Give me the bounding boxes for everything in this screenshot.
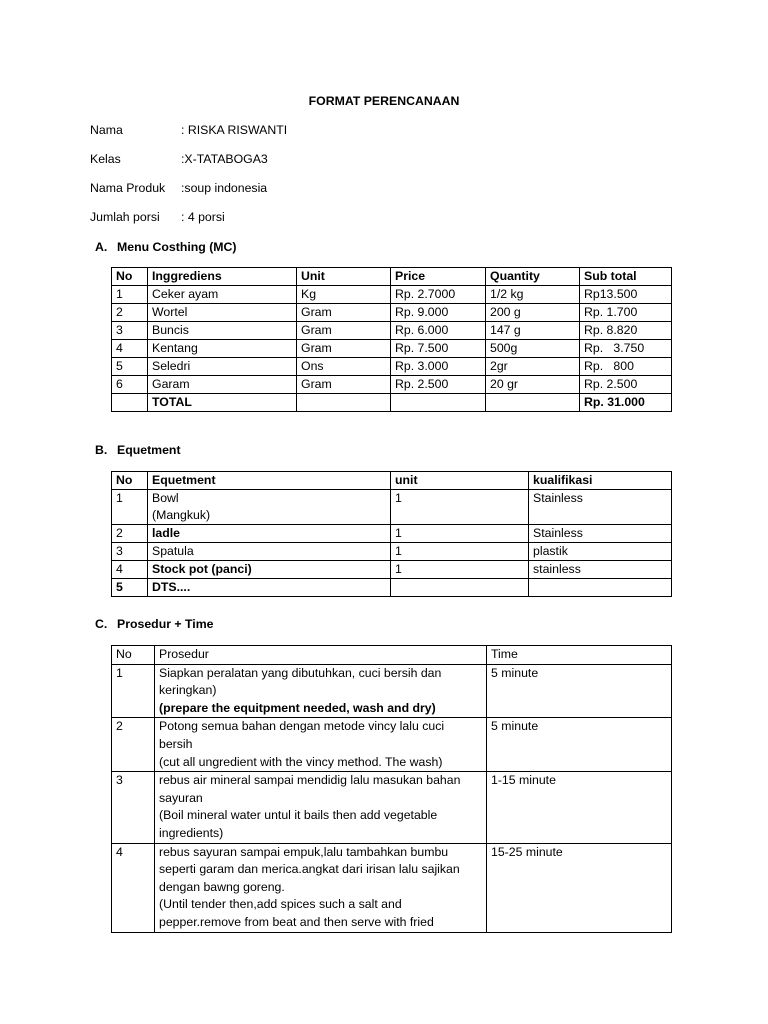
table-row — [112, 340, 672, 358]
table-cell: 1 — [391, 490, 529, 525]
column-header: Equetment — [148, 472, 391, 490]
field-nama-produk — [90, 181, 267, 195]
procedure-line: bersih — [159, 736, 193, 751]
procedure-line: Siapkan peralatan yang dibutuhkan, cuci bersih dan — [159, 665, 442, 680]
section-title: Prosedur + Time — [117, 617, 214, 631]
table-cell — [148, 490, 391, 525]
procedure-line: sayuran — [159, 790, 203, 805]
table-cell: 20 gr — [486, 376, 580, 394]
field-nama — [90, 123, 287, 137]
section-a-heading — [95, 240, 237, 254]
table-row — [112, 376, 672, 394]
table-cell: Stainless — [529, 490, 672, 525]
table-cell: Rp13.500 — [580, 286, 672, 304]
field-label: Nama — [90, 123, 123, 137]
table-cell: ladle — [148, 525, 391, 543]
table-total-row — [112, 394, 672, 412]
table-cell: Kg — [297, 286, 391, 304]
column-header: Quantity — [486, 268, 580, 286]
table-cell: Rp. 7.500 — [391, 340, 486, 358]
table-cell: 5 — [112, 358, 148, 376]
table-cell — [391, 579, 529, 597]
table-row — [112, 718, 672, 772]
table-cell: Rp. 800 — [580, 358, 672, 376]
table-cell: stainless — [529, 561, 672, 579]
table-cell: 5 minute — [487, 664, 672, 718]
table-cell: Gram — [297, 322, 391, 340]
table-cell: 1 — [112, 664, 155, 718]
table-cell: 6 — [112, 376, 148, 394]
table-cell: Rp. 6.000 — [391, 322, 486, 340]
field-value: :X-TATABOGA3 — [181, 152, 268, 166]
table-row — [112, 843, 672, 932]
table-cell: Rp. 2.7000 — [391, 286, 486, 304]
column-header: Unit — [297, 268, 391, 286]
table-cell: Rp. 3.750 — [580, 340, 672, 358]
table-cell: Wortel — [148, 304, 297, 322]
table-cell: 147 g — [486, 322, 580, 340]
table-header-row — [112, 646, 672, 665]
column-header: Prosedur — [155, 646, 487, 665]
table-cell: Gram — [297, 376, 391, 394]
table-cell: Rp. 2.500 — [580, 376, 672, 394]
table-cell — [529, 579, 672, 597]
field-label: Jumlah porsi — [90, 210, 160, 224]
procedure-translation: (prepare the equitpment needed, wash and dry) — [159, 700, 436, 715]
table-cell: 200 g — [486, 304, 580, 322]
table-cell: 3 — [112, 543, 148, 561]
table-row — [112, 304, 672, 322]
table-cell: Rp. 1.700 — [580, 304, 672, 322]
table-cell — [391, 394, 486, 412]
column-header: kualifikasi — [529, 472, 672, 490]
table-cell: Spatula — [148, 543, 391, 561]
field-label: Kelas — [90, 152, 121, 166]
section-letter: B. — [95, 443, 108, 457]
table-cell: Gram — [297, 304, 391, 322]
column-header: Time — [487, 646, 672, 665]
procedure-translation: (cut all ungredient with the vincy method. The wash) — [159, 754, 443, 769]
field-value: :soup indonesia — [181, 181, 268, 195]
table-row — [112, 543, 672, 561]
table-cell: Stock pot (panci) — [148, 561, 391, 579]
procedure-translation: (Until tender then,add spices such a salt and — [159, 897, 402, 912]
table-cell: 1-15 minute — [487, 772, 672, 843]
field-label: Nama Produk — [90, 181, 166, 195]
table-cell: 2 — [112, 525, 148, 543]
table-cell: 3 — [112, 772, 155, 843]
equipment-name: Bowl — [152, 491, 179, 505]
table-cell: Ceker ayam — [148, 286, 297, 304]
table-cell: Garam — [148, 376, 297, 394]
table-cell: 5 minute — [487, 718, 672, 772]
column-header: No — [112, 472, 148, 490]
table-cell: Seledri — [148, 358, 297, 376]
procedure-translation: (Boil mineral water untul it bails then add vegetable — [159, 808, 438, 823]
section-b-heading — [95, 443, 181, 457]
table-cell — [486, 394, 580, 412]
table-cell: 1 — [391, 561, 529, 579]
table-cell: Gram — [297, 340, 391, 358]
procedure-line: dengan bawng goreng. — [159, 879, 285, 894]
equipment-table — [111, 471, 672, 597]
procedure-line: Potong semua bahan dengan metode vincy lalu cuci — [159, 719, 445, 734]
document-title: FORMAT PERENCANAAN — [308, 94, 460, 108]
procedure-line: keringkan) — [159, 683, 217, 698]
procedure-cell — [155, 843, 487, 932]
table-cell: Rp. 9.000 — [391, 304, 486, 322]
table-cell: 15-25 minute — [487, 843, 672, 932]
table-header-row — [112, 268, 672, 286]
table-cell: 4 — [112, 561, 148, 579]
table-cell: Rp. 2.500 — [391, 376, 486, 394]
table-cell: 5 — [112, 579, 148, 597]
table-cell: 4 — [112, 843, 155, 932]
table-row — [112, 579, 672, 597]
table-cell: 2gr — [486, 358, 580, 376]
procedure-line: rebus air mineral sampai mendidig lalu masukan bahan — [159, 773, 461, 788]
section-title: Menu Costhing (MC) — [117, 240, 237, 254]
table-cell: Buncis — [148, 322, 297, 340]
table-cell: 500g — [486, 340, 580, 358]
table-cell: DTS.... — [148, 579, 391, 597]
field-jumlah-porsi — [90, 210, 225, 224]
table-cell: 1 — [112, 286, 148, 304]
table-cell: Kentang — [148, 340, 297, 358]
table-cell: Stainless — [529, 525, 672, 543]
procedure-cell — [155, 664, 487, 718]
table-cell: 2 — [112, 718, 155, 772]
column-header: No — [112, 646, 155, 665]
table-row — [112, 490, 672, 525]
table-cell: 1 — [391, 525, 529, 543]
table-row — [112, 561, 672, 579]
table-cell: 1 — [112, 490, 148, 525]
menu-costing-table — [111, 267, 672, 412]
procedure-table — [111, 645, 672, 933]
column-header: Sub total — [580, 268, 672, 286]
procedure-cell — [155, 772, 487, 843]
section-title: Equetment — [117, 443, 181, 457]
table-cell — [112, 394, 148, 412]
equipment-name-alt: (Mangkuk) — [152, 508, 211, 522]
table-row — [112, 525, 672, 543]
total-value: Rp. 31.000 — [580, 394, 672, 412]
column-header: No — [112, 268, 148, 286]
table-row — [112, 286, 672, 304]
section-letter: C. — [95, 617, 108, 631]
procedure-line: rebus sayuran sampai empuk,lalu tambahkan bumbu — [159, 844, 449, 859]
total-label: TOTAL — [148, 394, 297, 412]
field-kelas — [90, 152, 268, 166]
field-value: : 4 porsi — [181, 210, 225, 224]
table-cell: 2 — [112, 304, 148, 322]
column-header: Price — [391, 268, 486, 286]
table-cell: 1 — [391, 543, 529, 561]
table-row — [112, 664, 672, 718]
table-cell: Rp. 3.000 — [391, 358, 486, 376]
procedure-cell — [155, 718, 487, 772]
column-header: unit — [391, 472, 529, 490]
table-cell: 4 — [112, 340, 148, 358]
table-cell: Rp. 8.820 — [580, 322, 672, 340]
table-row — [112, 322, 672, 340]
table-cell: plastik — [529, 543, 672, 561]
procedure-translation: pepper.remove from beat and then serve with fried — [159, 914, 434, 929]
procedure-translation: ingredients) — [159, 825, 224, 840]
table-cell: 3 — [112, 322, 148, 340]
procedure-line: seperti garam dan merica.angkat dari irisan lalu sajikan — [159, 862, 460, 877]
table-cell — [297, 394, 391, 412]
table-cell: Ons — [297, 358, 391, 376]
table-header-row — [112, 472, 672, 490]
section-letter: A. — [95, 240, 108, 254]
table-row — [112, 772, 672, 843]
section-c-heading — [95, 617, 213, 631]
column-header: Inggrediens — [148, 268, 297, 286]
table-row — [112, 358, 672, 376]
table-cell: 1/2 kg — [486, 286, 580, 304]
field-value: : RISKA RISWANTI — [181, 123, 288, 137]
